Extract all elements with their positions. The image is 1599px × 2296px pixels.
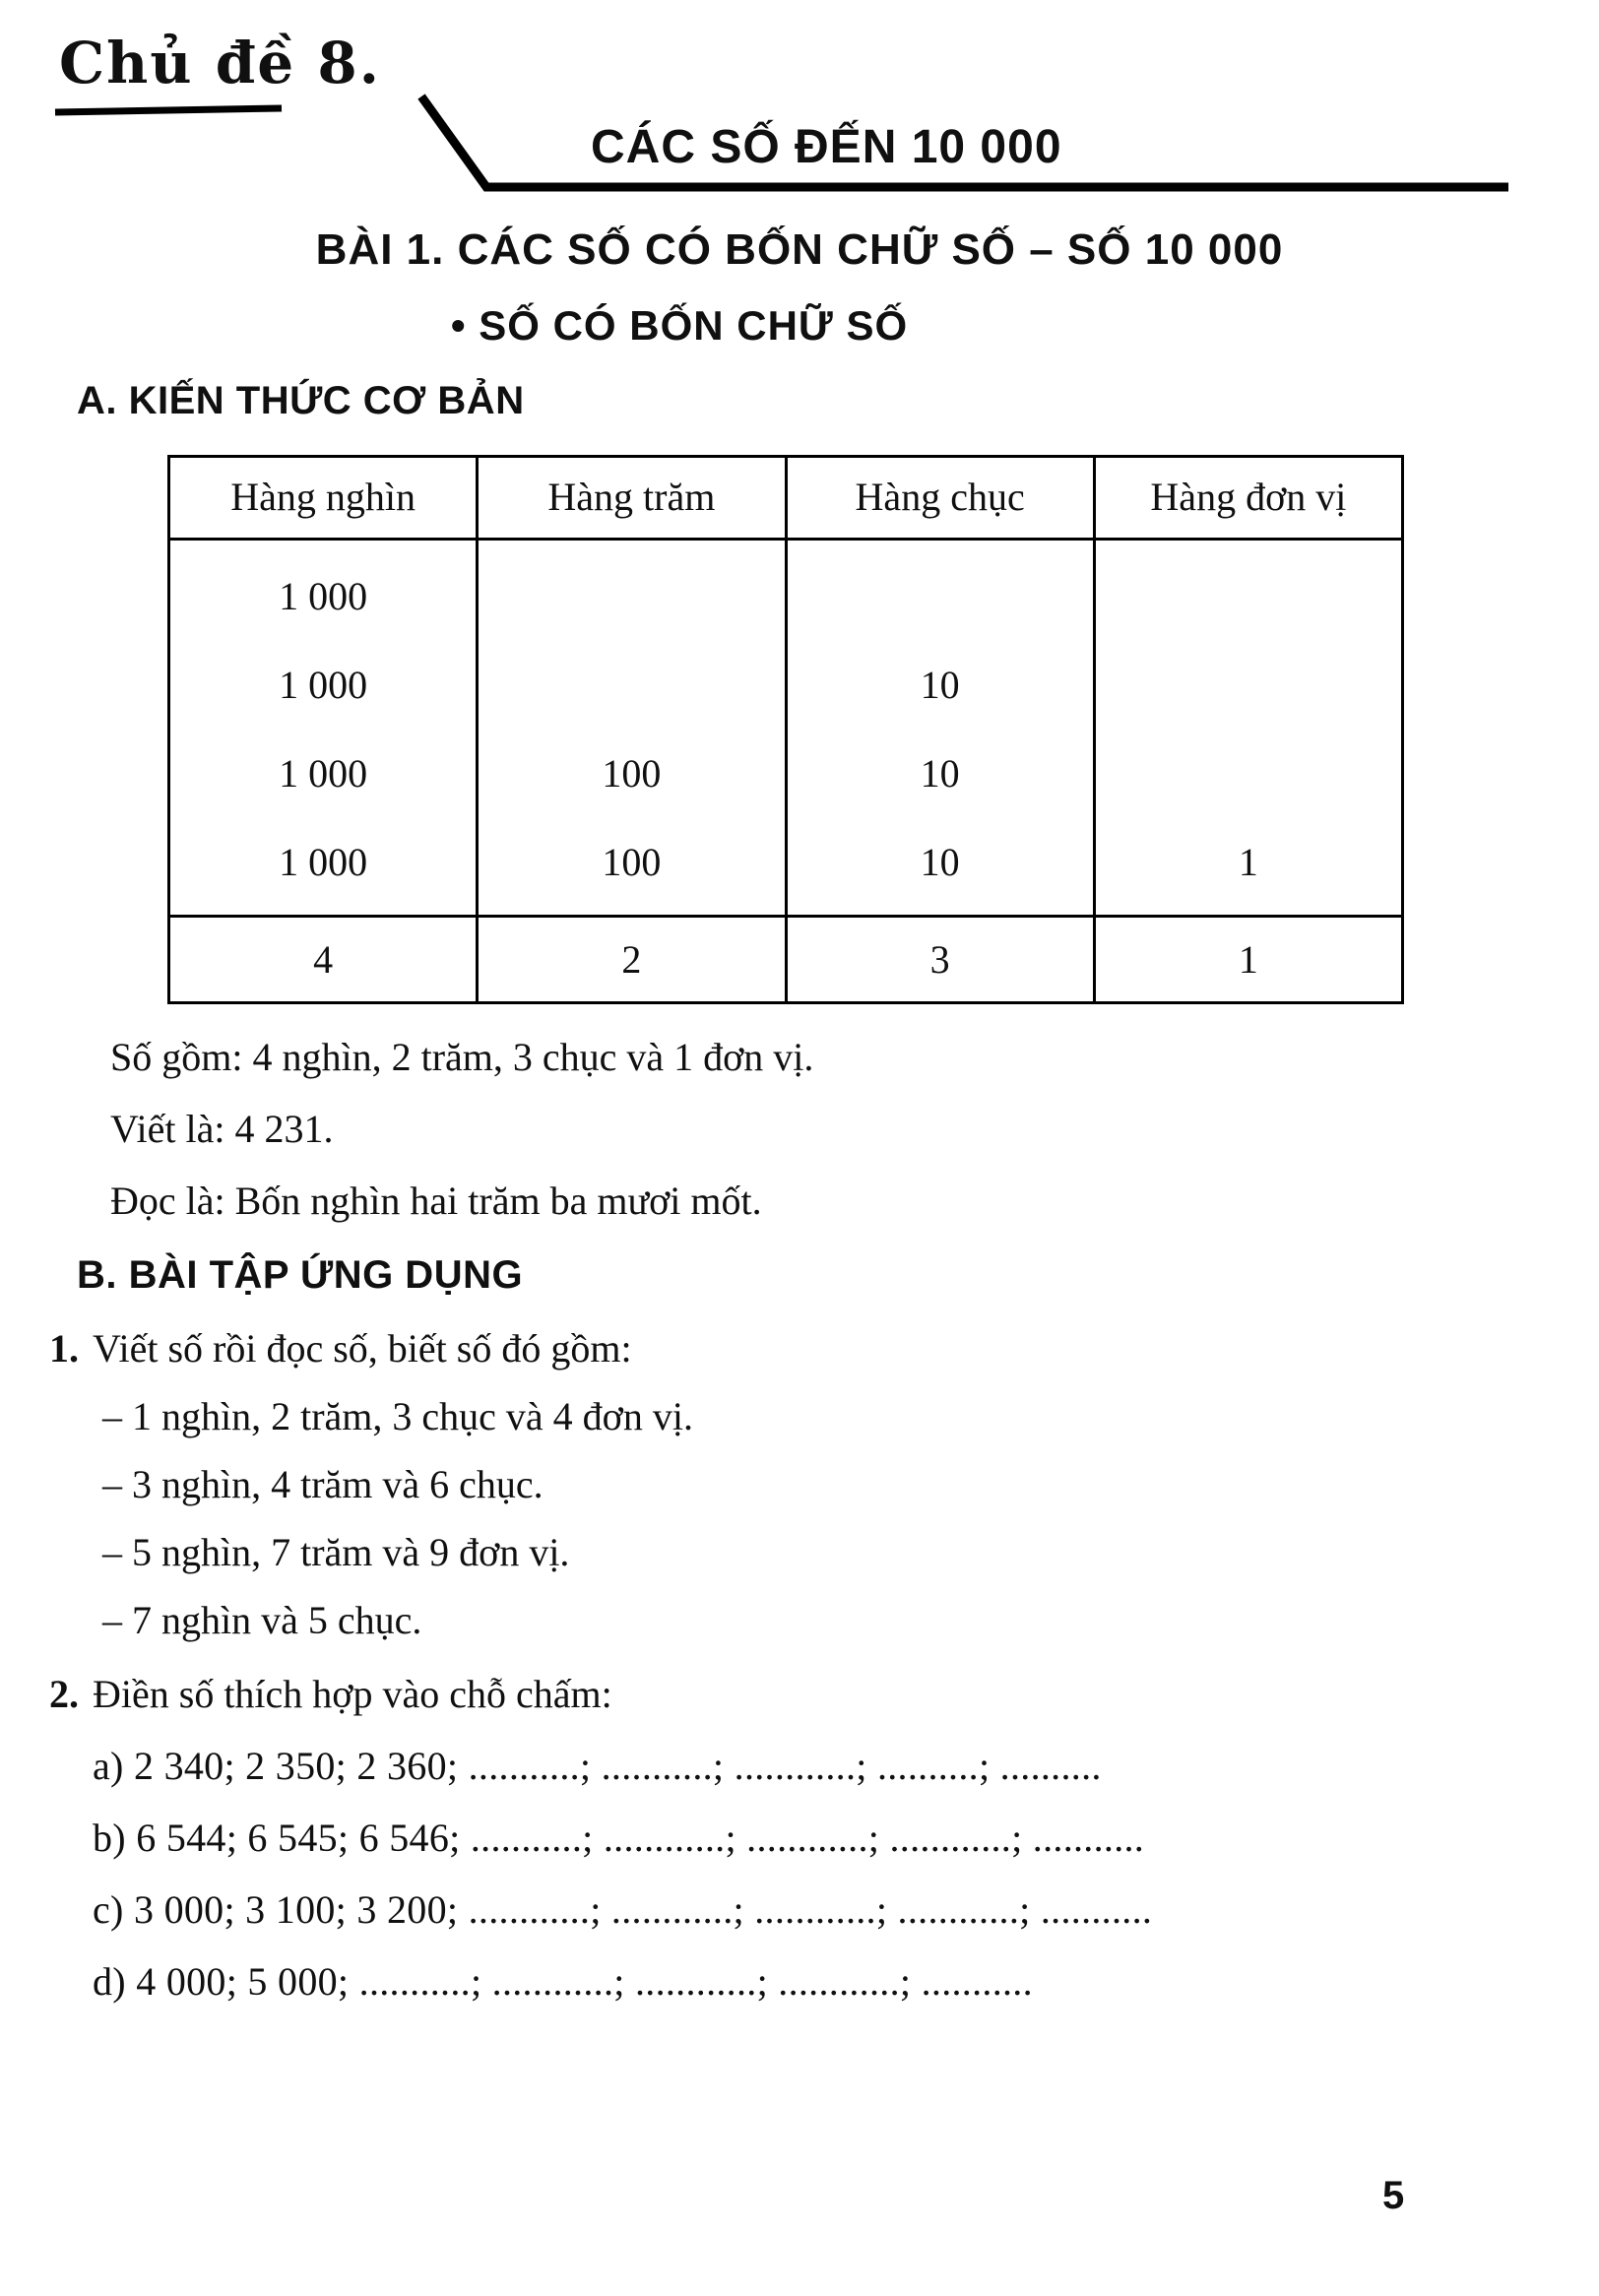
chapter-label: Chủ đề 8. [59, 30, 381, 96]
table-value [788, 552, 1093, 641]
table-header-tens: Hàng chục [786, 457, 1094, 540]
exercise-2-item-d: d) 4 000; 5 000; ...........; ............; ............; ............; ........... [93, 1959, 1033, 2004]
exercise-1-heading [49, 1325, 1599, 1371]
table-value: 100 [602, 751, 662, 796]
section-a-heading: A. KIẾN THỨC CƠ BẢN [77, 379, 525, 422]
lesson-title: BÀI 1. CÁC SỐ CÓ BỐN CHỮ SỐ – SỐ 10 000 [315, 225, 1284, 274]
table-header-units: Hàng đơn vị [1094, 457, 1402, 540]
page-number: 5 [1382, 2174, 1405, 2217]
table-value: 1 000 [279, 840, 368, 884]
exercise-2-text: Điền số thích hợp vào chỗ chấm: [93, 1672, 612, 1716]
chapter-title: CÁC SỐ ĐẾN 10 000 [591, 121, 1062, 173]
exercise-2-item-c: c) 3 000; 3 100; 3 200; ............; ............; ............; ............; ........... [93, 1887, 1153, 1932]
table-value [1096, 641, 1401, 730]
table-header-thousands: Hàng nghìn [169, 457, 478, 540]
exercise-1-number: 1. [49, 1326, 79, 1371]
exercise-2-item-a: a) 2 340; 2 350; 2 360; ...........; ...........; ............; ..........; .......... [93, 1744, 1102, 1788]
exercise-1-text: Viết số rồi đọc số, biết số đó gồm: [93, 1326, 632, 1371]
summary-units: 1 [1094, 917, 1402, 1003]
page-header [0, 0, 1599, 202]
table-value [479, 552, 784, 641]
note-number-composition: Số gồm: 4 nghìn, 2 trăm, 3 chục và 1 đơn vị. [110, 1035, 814, 1079]
table-body-row [169, 540, 1403, 917]
table-value [479, 641, 784, 730]
exercise-1 [0, 1325, 1599, 1643]
exercise-1-item: – 1 nghìn, 2 trăm, 3 chục và 4 đơn vị. [102, 1394, 693, 1438]
exercise-1-items [102, 1393, 1599, 1643]
table-value [1096, 730, 1401, 818]
lesson-subtitle: • SỐ CÓ BỐN CHỮ SỐ [450, 302, 909, 349]
table-value: 1 [1238, 840, 1258, 884]
section-b-heading: B. BÀI TẬP ỨNG DỤNG [77, 1253, 524, 1297]
exercise-1-item: – 3 nghìn, 4 trăm và 6 chục. [102, 1462, 544, 1506]
knowledge-notes [110, 1034, 1599, 1224]
table-value: 10 [920, 840, 960, 884]
summary-thousands: 4 [169, 917, 478, 1003]
table-value [1096, 552, 1401, 641]
exercise-2 [0, 1671, 1599, 2005]
summary-hundreds: 2 [478, 917, 786, 1003]
place-value-table [167, 455, 1404, 1004]
table-column-units [1094, 540, 1402, 917]
note-written-form: Viết là: 4 231. [110, 1107, 334, 1151]
table-summary-row [169, 917, 1403, 1003]
table-value: 10 [920, 751, 960, 796]
table-column-thousands [169, 540, 478, 917]
table-value: 1 000 [279, 751, 368, 796]
summary-tens: 3 [786, 917, 1094, 1003]
note-read-form: Đọc là: Bốn nghìn hai trăm ba mươi mốt. [110, 1179, 762, 1223]
table-header-row [169, 457, 1403, 540]
table-column-hundreds [478, 540, 786, 917]
table-header-hundreds: Hàng trăm [478, 457, 786, 540]
exercise-2-item-b: b) 6 544; 6 545; 6 546; ...........; ............; ............; ............; ........... [93, 1816, 1145, 1860]
exercise-1-item: – 7 nghìn và 5 chục. [102, 1598, 422, 1642]
table-value: 1 000 [279, 663, 368, 707]
exercise-2-heading [49, 1671, 1599, 1717]
table-column-tens [786, 540, 1094, 917]
exercise-1-item: – 5 nghìn, 7 trăm và 9 đơn vị. [102, 1530, 570, 1574]
table-value: 1 000 [279, 574, 368, 618]
table-value: 10 [920, 663, 960, 707]
table-value: 100 [602, 840, 662, 884]
exercise-2-number: 2. [49, 1672, 79, 1716]
exercise-2-items [93, 1743, 1599, 2005]
